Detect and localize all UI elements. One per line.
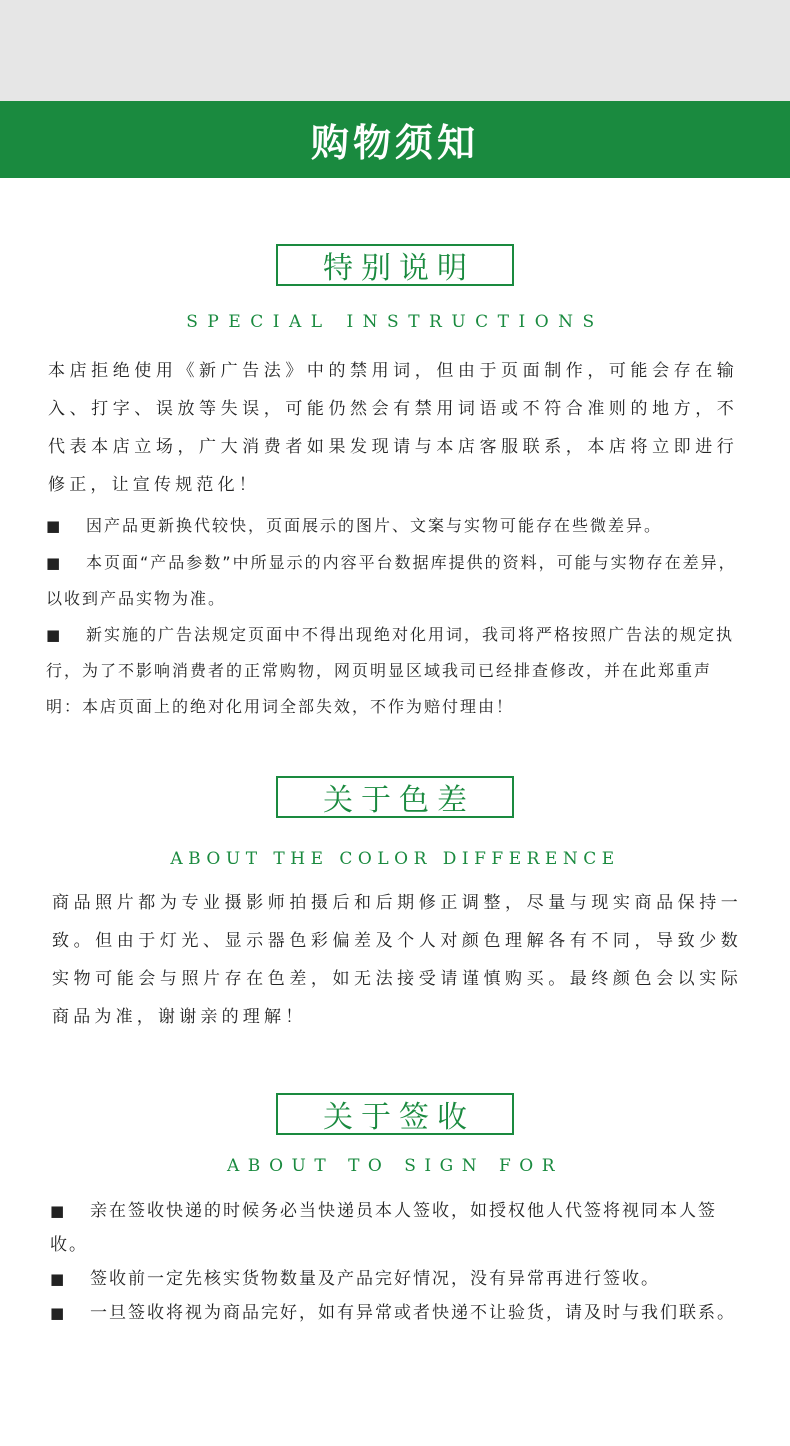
bullet-square-icon: ■ [46,625,63,644]
section-title: 特别说明 [323,251,475,286]
sign-for-bullets [50,1194,750,1330]
section-special-title-box [276,244,514,286]
section-sign-title-box [276,1093,514,1135]
section-subtitle: SPECIAL INSTRUCTIONS [186,312,604,332]
section-title: 关于签收 [323,1100,475,1135]
section-subtitle: ABOUT TO SIGN FOR [226,1156,564,1176]
bullet-square-icon: ■ [46,553,63,572]
list-item: ■ 一旦签收将视为商品完好，如有异常或者快递不让验货，请及时与我们联系。 [50,1296,750,1330]
list-item: ■ 因产品更新换代较快，页面展示的图片、文案与实物可能存在些微差异。 [46,508,746,545]
page-title: 购物须知 [310,121,479,165]
bullet-square-icon: ■ [46,517,63,535]
special-instructions-paragraph: 本店拒绝使用《新广告法》中的禁用词，但由于页面制作，可能会存在输入、打字、误放等失误，可能仍然会有禁用词语或不符合准则的地方，不代表本店立场，广大消费者如果发现请与本店客服联系，本店将立即进行修正，让宣传规范化！ [48,361,738,495]
bullet-square-icon: ■ [50,1304,67,1322]
section-subtitle: ABOUT THE COLOR DIFFERENCE [170,849,620,869]
bullet-square-icon: ■ [50,1202,67,1220]
top-gray-bar [0,0,790,101]
list-item: ■ 本页面“产品参数”中所显示的内容平台数据库提供的资料，可能与实物存在差异，以收到产品实物为准。 [46,545,746,617]
list-item: ■ 新实施的广告法规定页面中不得出现绝对化用词，我司将严格按照广告法的规定执行，为了不影响消费者的正常购物，网页明显区域我司已经排查修改，并在此郑重声明：本店页面上的绝对化用词全部失效，不作为赔付理由！ [46,617,746,725]
section-title: 关于色差 [323,783,475,818]
bullet-square-icon: ■ [50,1270,67,1288]
section-color-title-box [276,776,514,818]
list-item: ■ 签收前一定先核实货物数量及产品完好情况，没有异常再进行签收。 [50,1262,750,1296]
color-difference-paragraph: 商品照片都为专业摄影师拍摄后和后期修正调整，尽量与现实商品保持一致。但由于灯光、显示器色彩偏差及个人对颜色理解各有不同，导致少数实物可能会与照片存在色差，如无法接受请谨慎购买。最终颜色会以实际商品为准，谢谢亲的理解！ [52,893,742,1027]
header-banner [0,101,790,178]
list-item: ■ 亲在签收快递的时候务必当快递员本人签收，如授权他人代签将视同本人签收。 [50,1194,750,1262]
special-instructions-bullets [46,508,746,724]
